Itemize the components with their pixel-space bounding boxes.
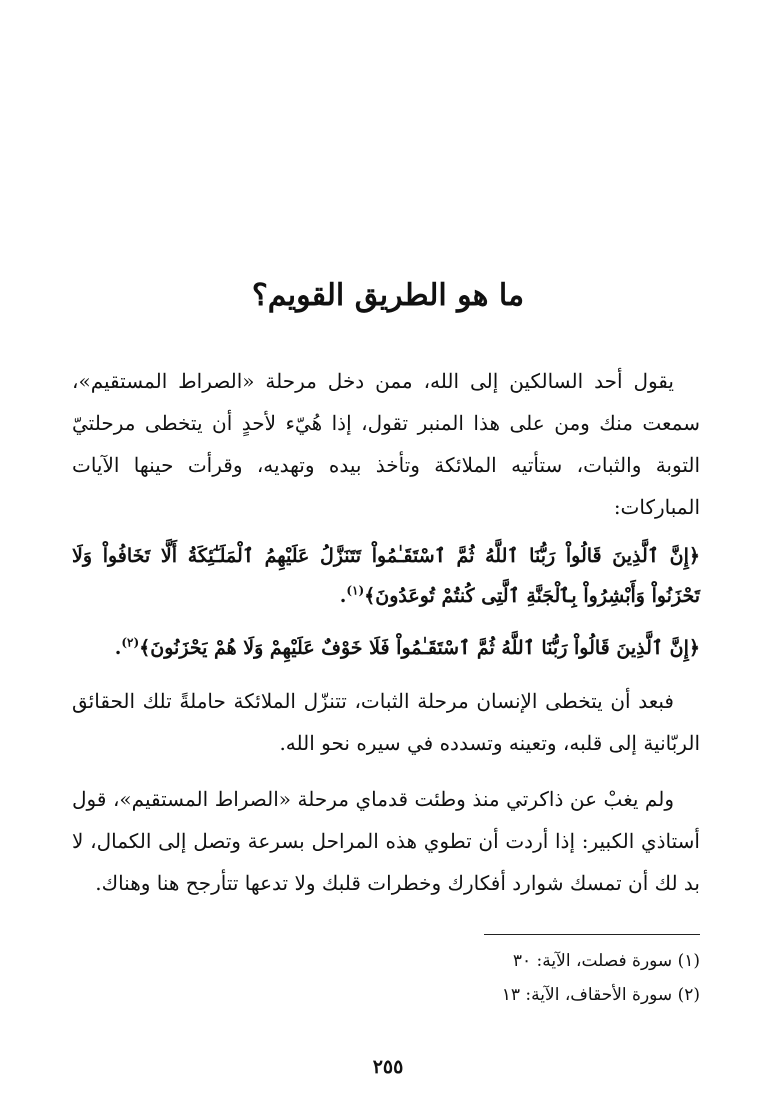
footnote-1: (١) سورة فصلت، الآية: ٣٠ — [512, 951, 700, 971]
footnotes — [300, 944, 700, 1012]
footnote-ref-2: (٢) — [121, 635, 140, 650]
footnote-ref-1: (١) — [346, 583, 365, 598]
paragraph-angels: فبعد أن يتخطى الإنسان مرحلة الثبات، تتنزّل الملائكة حاملةً تلك الحقائق الربّانية إلى قلبه، وتعينه وتسدده في سيره نحو الله. — [72, 689, 700, 755]
footnote-2: (٢) سورة الأحقاف، الآية: ١٣ — [501, 985, 700, 1005]
footnote-divider — [484, 934, 700, 935]
paragraph-intro: يقول أحد السالكين إلى الله، ممن دخل مرحلة «الصراط المستقيم»، سمعت منك ومن على هذا المنبر تقول، إذا هُيّء لأحدٍ أن يتخطى مرحلتيّ التوبة والثبات، ستأتيه الملائكة وتأخذ بيده وتهديه، وقرأت حينها الآيات المباركات: — [72, 369, 701, 519]
page-number: ٢٥٥ — [372, 1056, 404, 1078]
quran-verse-2-text: ﴿إِنَّ ٱلَّذِينَ قَالُواْ رَبُّنَا ٱللَّهُ ثُمَّ ٱسْتَقَـٰمُواْ فَلَا خَوْفٌ عَلَيْهِمْ وَلَا هُمْ يَحْزَنُونَ﴾ — [139, 637, 700, 659]
page-title: ما هو الطريق القويم؟ — [251, 278, 525, 313]
quran-verse-1: ﴿إِنَّ ٱلَّذِينَ قَالُواْ رَبُّنَا ٱللَّهُ ثُمَّ ٱسْتَقَـٰمُواْ تَتَنَزَّلُ عَلَيْهِمُ ٱلْمَلَـٰٓئِكَةُ أَلَّا تَخَافُواْ وَلَا تَحْزَنُواْ وَأَبْشِرُواْ بِٱلْجَنَّةِ ٱلَّتِى كُنتُمْ تُوعَدُونَ﴾$^{(١)}$. — [72, 545, 700, 607]
quran-verse-2: ﴿إِنَّ ٱلَّذِينَ قَالُواْ رَبُّنَا ٱللَّهُ ثُمَّ ٱسْتَقَـٰمُواْ فَلَا خَوْفٌ عَلَيْهِمْ وَلَا هُمْ يَحْزَنُونَ﴾$^{(٢)}$. — [114, 635, 700, 659]
quran-verse-1-text: ﴿إِنَّ ٱلَّذِينَ قَالُواْ رَبُّنَا ٱللَّهُ ثُمَّ ٱسْتَقَـٰمُواْ تَتَنَزَّلُ عَلَيْهِمُ ٱلْمَلَـٰٓئِكَةُ أَلَّا تَخَافُواْ وَلَا تَحْزَنُواْ وَأَبْشِرُواْ بِٱلْجَنَّةِ ٱلَّتِى كُنتُمْ تُوعَدُونَ﴾ — [72, 545, 700, 607]
paragraph-teacher: ولم يغبْ عن ذاكرتي منذ وطئت قدماي مرحلة «الصراط المستقيم»، قول أستاذي الكبير: إذا أردت أن تطوي هذه المراحل بسرعة وتصل إلى الكمال، لا بد لك أن تمسك شوارد أفكارك وخطرات قلبك ولا تدعها تتأرجح هنا وهناك. — [72, 787, 700, 895]
main-text — [72, 360, 700, 918]
